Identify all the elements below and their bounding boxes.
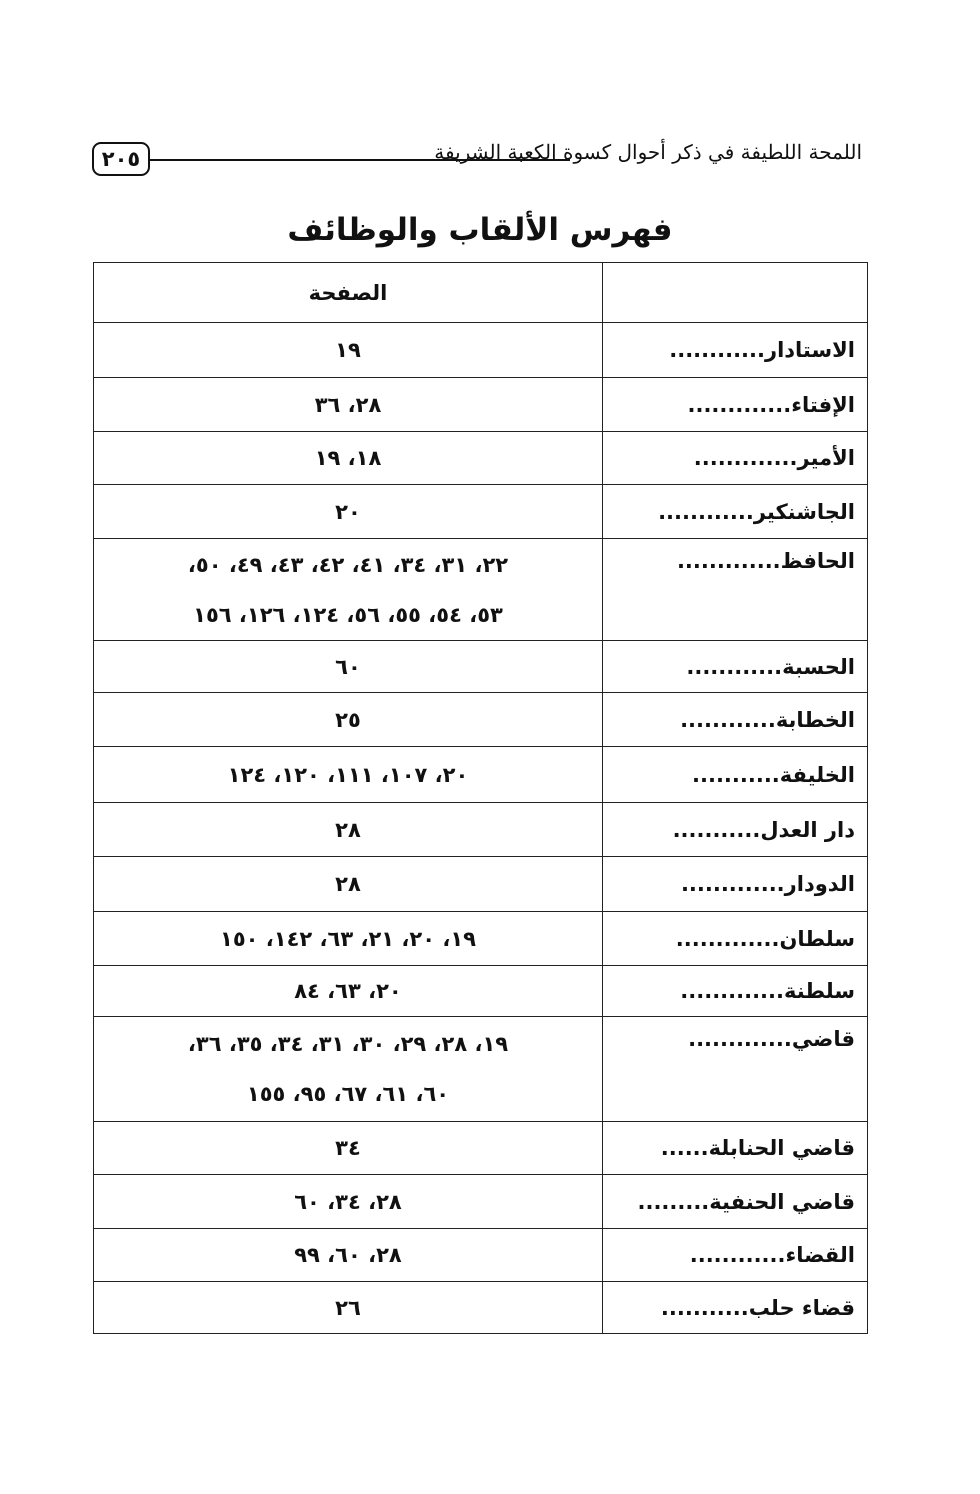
index-term: قاضي: [791, 1027, 855, 1051]
table-row: [94, 539, 868, 641]
table-row: [94, 803, 868, 857]
index-term-cell: [603, 539, 868, 641]
leader-dots: .........: [637, 1189, 710, 1214]
index-term-cell: [603, 857, 868, 912]
index-term-cell: [603, 641, 868, 693]
leader-dots: ............: [658, 499, 754, 524]
index-pages-cell: [94, 485, 603, 539]
page-refs: ٢٠: [335, 499, 361, 524]
page-refs: ٢٦: [335, 1295, 361, 1320]
index-pages-cell: [94, 1282, 603, 1334]
index-term: القضاء: [785, 1243, 855, 1267]
table-header-row: [94, 263, 868, 323]
page-refs: ١٩: [335, 338, 361, 362]
index-pages-cell: [94, 693, 603, 747]
page-header: [92, 138, 862, 188]
page-refs: ١٨، ١٩: [314, 446, 382, 470]
index-term-cell: [603, 432, 868, 485]
page-refs: ٢٨، ٦٠، ٩٩: [294, 1243, 402, 1267]
index-term: سلطان: [779, 926, 855, 951]
index-term: الاستادار: [764, 338, 855, 362]
page-refs: ٢٠، ٦٣، ٨٤: [294, 979, 402, 1003]
page-refs: ٢٢، ٣١، ٣٤، ٤١، ٤٢، ٤٣، ٤٩، ٥٠،: [187, 552, 509, 577]
index-term: الإفتاء: [791, 392, 855, 417]
index-pages-cell: [94, 539, 603, 641]
running-title: اللمحة اللطيفة في ذكر أحوال كسوة الكعبة الشريفة: [434, 140, 862, 164]
index-term-cell: [603, 912, 868, 966]
index-term: الحافظ: [780, 549, 855, 573]
table-row: [94, 693, 868, 747]
page-refs: ٢٠، ١٠٧، ١١١، ١٢٠، ١٢٤: [227, 762, 469, 787]
table-row: [94, 1229, 868, 1282]
index-pages-cell: [94, 803, 603, 857]
leader-dots: .............: [693, 446, 798, 470]
index-pages-cell: [94, 1229, 603, 1282]
table-row: [94, 1017, 868, 1122]
table-row: [94, 857, 868, 912]
index-pages-cell: [94, 641, 603, 693]
page-refs: ٢٨: [335, 817, 361, 842]
page-refs: ٢٥: [335, 707, 361, 732]
index-term-cell: [603, 1175, 868, 1229]
leader-dots: ...........: [672, 817, 761, 842]
table-row: [94, 912, 868, 966]
index-pages-cell: [94, 378, 603, 432]
term-column-header: [603, 263, 868, 323]
index-pages-cell: [94, 1122, 603, 1175]
page-refs: ٣٤: [335, 1136, 361, 1160]
table-row: [94, 378, 868, 432]
page-refs: ٦٠: [335, 654, 361, 679]
index-term: الخطابة: [775, 707, 855, 732]
page-column-header: الصفحة: [94, 263, 603, 323]
leader-dots: ............: [686, 654, 783, 679]
index-term-cell: [603, 1017, 868, 1122]
page-refs: ١٩، ٢٠، ٢١، ٦٣، ١٤٢، ١٥٠: [220, 926, 476, 951]
table-row: [94, 432, 868, 485]
index-term: الأمير: [797, 446, 855, 470]
leader-dots: ............: [689, 1243, 786, 1267]
leader-dots: ............: [669, 338, 765, 362]
index-term: الخليفة: [779, 762, 855, 787]
index-term-cell: [603, 378, 868, 432]
index-pages-cell: [94, 1175, 603, 1229]
leader-dots: ...........: [692, 762, 780, 787]
index-term: قاضي الحنفية: [709, 1189, 855, 1214]
table-row: [94, 641, 868, 693]
table-row: [94, 1122, 868, 1175]
table-row: [94, 747, 868, 803]
page-refs: ٢٨: [335, 872, 361, 896]
page-refs: ٢٨، ٣٦: [314, 392, 382, 417]
page-refs: ١٩، ٢٨، ٢٩، ٣٠، ٣١، ٣٤، ٣٥، ٣٦،: [187, 1032, 509, 1056]
leader-dots: .............: [687, 392, 792, 417]
page-refs: ٥٣، ٥٤، ٥٥، ٥٦، ١٢٤، ١٢٦، ١٥٦: [193, 602, 503, 627]
index-term-cell: [603, 966, 868, 1017]
index-pages-cell: [94, 912, 603, 966]
index-term: الحسبة: [782, 654, 855, 679]
index-term: الدودار: [784, 872, 855, 896]
index-term-cell: [603, 1229, 868, 1282]
leader-dots: .............: [675, 926, 780, 951]
index-term-cell: [603, 693, 868, 747]
index-pages-cell: [94, 432, 603, 485]
table-row: [94, 1282, 868, 1334]
table-row: [94, 966, 868, 1017]
index-pages-cell: [94, 966, 603, 1017]
page-number: ٢٠٥: [92, 142, 150, 176]
page-refs: ٢٨، ٣٤، ٦٠: [294, 1189, 402, 1214]
table-row: [94, 1175, 868, 1229]
leader-dots: .............: [680, 872, 785, 896]
table-row: [94, 485, 868, 539]
index-term: دار العدل: [760, 817, 855, 842]
index-term: قضاء حلب: [748, 1295, 855, 1320]
index-term-cell: [603, 485, 868, 539]
index-pages-cell: [94, 1017, 603, 1122]
leader-dots: .............: [688, 1027, 792, 1051]
index-term-cell: [603, 1122, 868, 1175]
index-term-cell: [603, 747, 868, 803]
index-pages-cell: [94, 747, 603, 803]
leader-dots: ............: [680, 707, 776, 732]
leader-dots: .............: [676, 549, 781, 573]
index-term: الجاشنكير: [753, 499, 855, 524]
index-title: فهرس الألقاب والوظائف: [287, 212, 673, 248]
page-refs: ٦٠، ٦١، ٦٧، ٩٥، ١٥٥: [246, 1082, 450, 1106]
index-table: [93, 262, 868, 1334]
index-term-cell: [603, 803, 868, 857]
index-term-cell: [603, 1282, 868, 1334]
index-term: سلطنة: [784, 979, 855, 1003]
leader-dots: ...........: [660, 1295, 749, 1320]
leader-dots: ......: [660, 1136, 709, 1160]
index-term-cell: [603, 323, 868, 378]
leader-dots: .............: [680, 979, 784, 1003]
index-term: قاضي الحنابلة: [708, 1136, 855, 1160]
index-pages-cell: [94, 323, 603, 378]
index-pages-cell: [94, 857, 603, 912]
table-row: [94, 323, 868, 378]
